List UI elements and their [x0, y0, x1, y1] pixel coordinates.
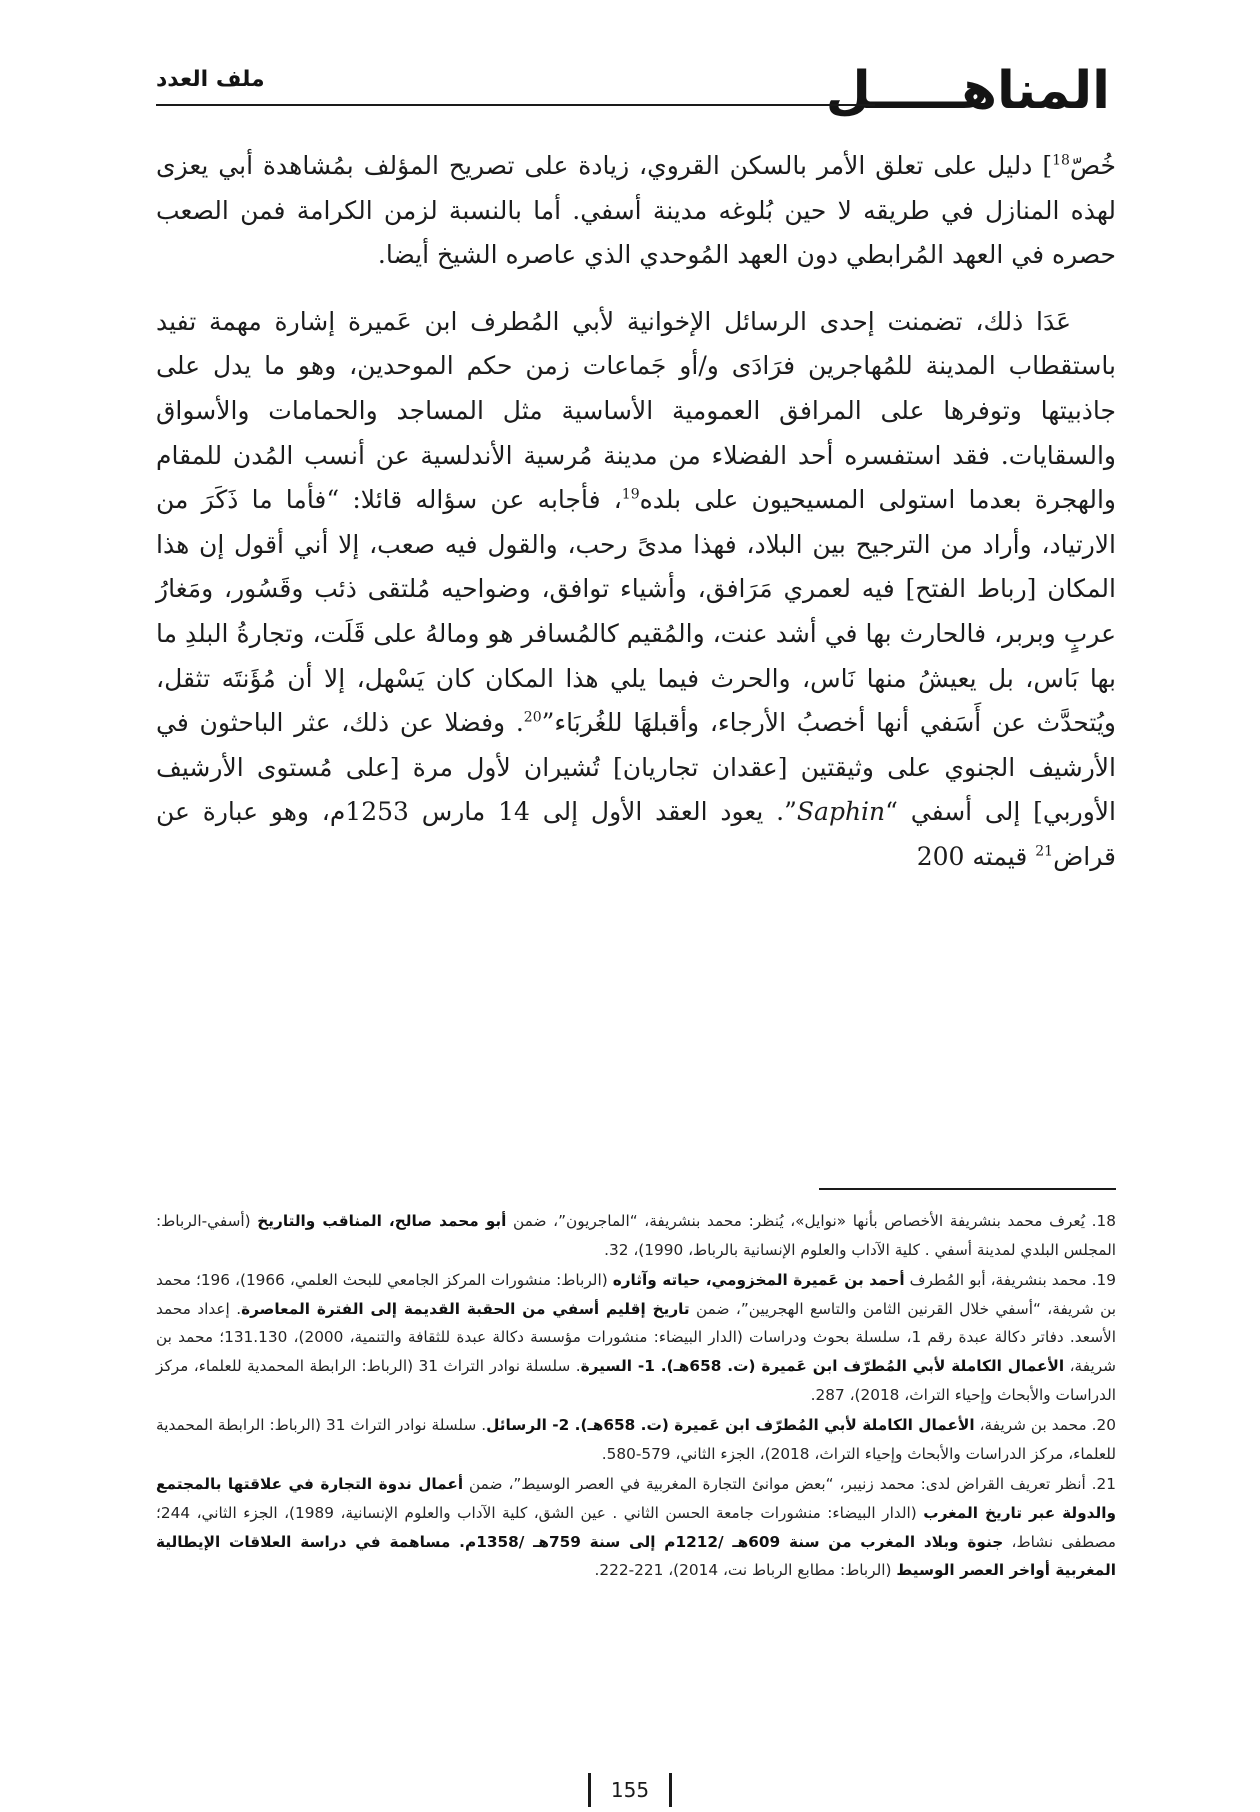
text-run: (أسفي-الرباط: المجلس البلدي لمدينة أسفي . كلية الآداب والعلوم الإنسانية بالرباط، 1990)، 32.	[156, 1212, 1116, 1259]
cited-title: أحمد بن عَميرة المخزومي، حياته وآثاره	[612, 1271, 905, 1290]
footnote-ref-20[interactable]: 20	[523, 709, 542, 726]
latin-term: Saphin	[796, 797, 886, 827]
page-number-bar	[669, 1773, 672, 1807]
text-run: . إعداد محمد الأسعد. دفاتر دكالة عبدة رقم 1، سلسلة بحوث ودراسات (الدار البيضاء: منشورات مؤسسة دكالة عبدة للثقافة والتنمية، 2000)، 131.130؛ محمد بن شريفة،	[156, 1299, 1116, 1375]
footnote-20	[156, 1411, 1116, 1468]
text-run: (الدار البيضاء: منشورات جامعة الحسن الثاني . عين الشق، كلية الآداب والعلوم الإنسانية، 1989)، الجزء الثاني، 244؛ مصطفى نشاط،	[156, 1503, 1116, 1551]
text-run: عَدَا ذلك، تضمنت إحدى الرسائل الإخوانية لأبي المُطرف ابن عَميرة إشارة مهمة تفيد باستقطاب المدينة للمُهاجرين فرَادَى و/أو جَماعات زمن حكم الموحدين، وهو ما يدل على جاذبيتها وتوفرها على المرافق العمومية الأساسية مثل المساجد والحمامات والأسواق والسقايات. فقد استفسره أحد الفضلاء من مدينة مُرسية الأندلسية عن أنسب المُدن للمقام والهجرة بعدما استولى المسيحيون على بلده	[156, 306, 1116, 515]
text-run: ، فأجابه عن سؤاله قائلا: “فأما ما ذَكَرَ من الارتياد، وأراد من الترجيح بين البلاد، فهذا مدىً رحب، والقول فيه صعب، إلا أني أقول إن هذا المكان [رباط الفتح] فيه لعمري مَرَافق، وأشياء توافق، وضواحيه مُلتقى ذئب وقَسُور، ومَغارُ عربٍ وبربر، فالحارث بها في أشد عنت، والمُقيم كالمُسافر هو ومالهُ على قَلَت، وتجارةُ البلدِ ما بها بَاس، بل يعيشُ منها نَاس، والحرث فيما يلي هذا المكان كان يَسْهل، إلا أن مُؤَنتَه تثقل، ويُتحدَّث عن أَسَفي أنها أخصبُ الأرجاء، وأقبلهَا للغُربَاء”	[156, 485, 1116, 738]
header-rule	[156, 104, 875, 106]
section-title: ملف العدد	[156, 67, 265, 92]
page-header	[156, 60, 1110, 130]
cited-title: جنوة وبلاد المغرب من سنة 609هـ /1212م إلى سنة 759هـ /1358م. مساهمة في دراسة العلاقات الإيطالية المغربية أواخر العصر الوسيط	[156, 1532, 1116, 1580]
text-run: ] دليل على تعلق الأمر بالسكن القروي، زيادة على تصريح المؤلف بمُشاهدة أبي يعزى لهذه المنازل في طريقه لا حين بُلوغه مدينة أسفي. أما بالنسبة لزمن الكرامة فمن الصعب حصره في العهد المُرابطي دون العهد المُوحدي الذي عاصره الشيخ أيضا.	[156, 151, 1116, 270]
text-run: 20. محمد بن شريفة،	[974, 1416, 1116, 1435]
text-run: قيمته 200	[916, 841, 1036, 871]
footnote-separator	[819, 1188, 1116, 1190]
text-run: ”. يعود العقد الأول إلى 14 مارس 1253م، وهو عبارة عن قراض	[156, 797, 1116, 871]
cited-title: أعمال ندوة التجارة في علاقتها بالمجتمع والدولة عبر تاريخ المغرب	[156, 1475, 1117, 1522]
footnote-19	[156, 1266, 1116, 1409]
paragraph-1	[156, 144, 1116, 278]
footnote-18	[156, 1207, 1116, 1264]
page-number: 155	[610, 1778, 650, 1802]
page-footer	[0, 1770, 1260, 1810]
text-run: (الرباط: منشورات المركز الجامعي للبحث العلمي، 1966)، 196؛ محمد بن شريفة، “أسفي خلال القرنين الثامن والتاسع الهجريين”، ضمن	[156, 1271, 1116, 1318]
cited-title: تاريخ إقليم أسفي من الحقبة القديمة إلى الفترة المعاصرة	[241, 1299, 690, 1318]
footnote-ref-19[interactable]: 19	[621, 486, 640, 503]
text-run: . سلسلة نوادر التراث 31 (الرباط: الرابطة المحمدية للعلماء، مركز الدراسات والأبحاث وإحياء التراث، 2018)، الجزء الثاني، 579-580.	[156, 1416, 1116, 1463]
paragraph-2	[156, 300, 1116, 880]
journal-masthead: المناهـــــل	[825, 61, 1110, 121]
footnote-21	[156, 1470, 1116, 1584]
cited-title: أبو محمد صالح، المناقب والتاريخ	[257, 1212, 507, 1230]
body-text	[156, 144, 1116, 880]
text-run: 21. أنظر تعريف القراض لدى: محمد زنيبر، “بعض موانئ التجارة المغربية في العصر الوسيط”، ضمن	[463, 1475, 1116, 1494]
footnotes	[156, 1207, 1116, 1585]
text-run: 19. محمد بنشريفة، أبو المُطرف	[904, 1271, 1116, 1290]
text-run: 18. يُعرف محمد بنشريفة الأخصاص بأنها «نوايل»، يُنظر: محمد بنشريفة، “الماجريون”، ضمن	[506, 1212, 1117, 1230]
text-run: . وفضلا عن ذلك، عثر الباحثون في الأرشيف الجنوي على وثيقتين [عقدان تجاريان] تُشيران لأول مرة [على مُستوى الأرشيف الأوربي] إلى أسفي “	[156, 708, 1116, 827]
page-number-bar	[588, 1773, 591, 1807]
footnote-ref-21[interactable]: 21	[1035, 843, 1054, 860]
text-run: (الرباط: مطابع الرباط نت، 2014)، 221-222.	[594, 1561, 897, 1580]
text-run: خُصّ	[1069, 151, 1116, 180]
cited-title: الأعمال الكاملة لأبي المُطرّف ابن عَميرة (ت. 658هـ). 1- السيرة	[580, 1356, 1065, 1375]
footnote-ref-18[interactable]: 18	[1052, 152, 1070, 169]
text-run: . سلسلة نوادر التراث 31 (الرباط: الرابطة المحمدية للعلماء، مركز الدراسات والأبحاث وإحياء التراث، 2018)، 287.	[156, 1356, 1116, 1404]
cited-title: الأعمال الكاملة لأبي المُطرّف ابن عَميرة (ت. 658هـ). 2- الرسائل	[486, 1416, 975, 1435]
